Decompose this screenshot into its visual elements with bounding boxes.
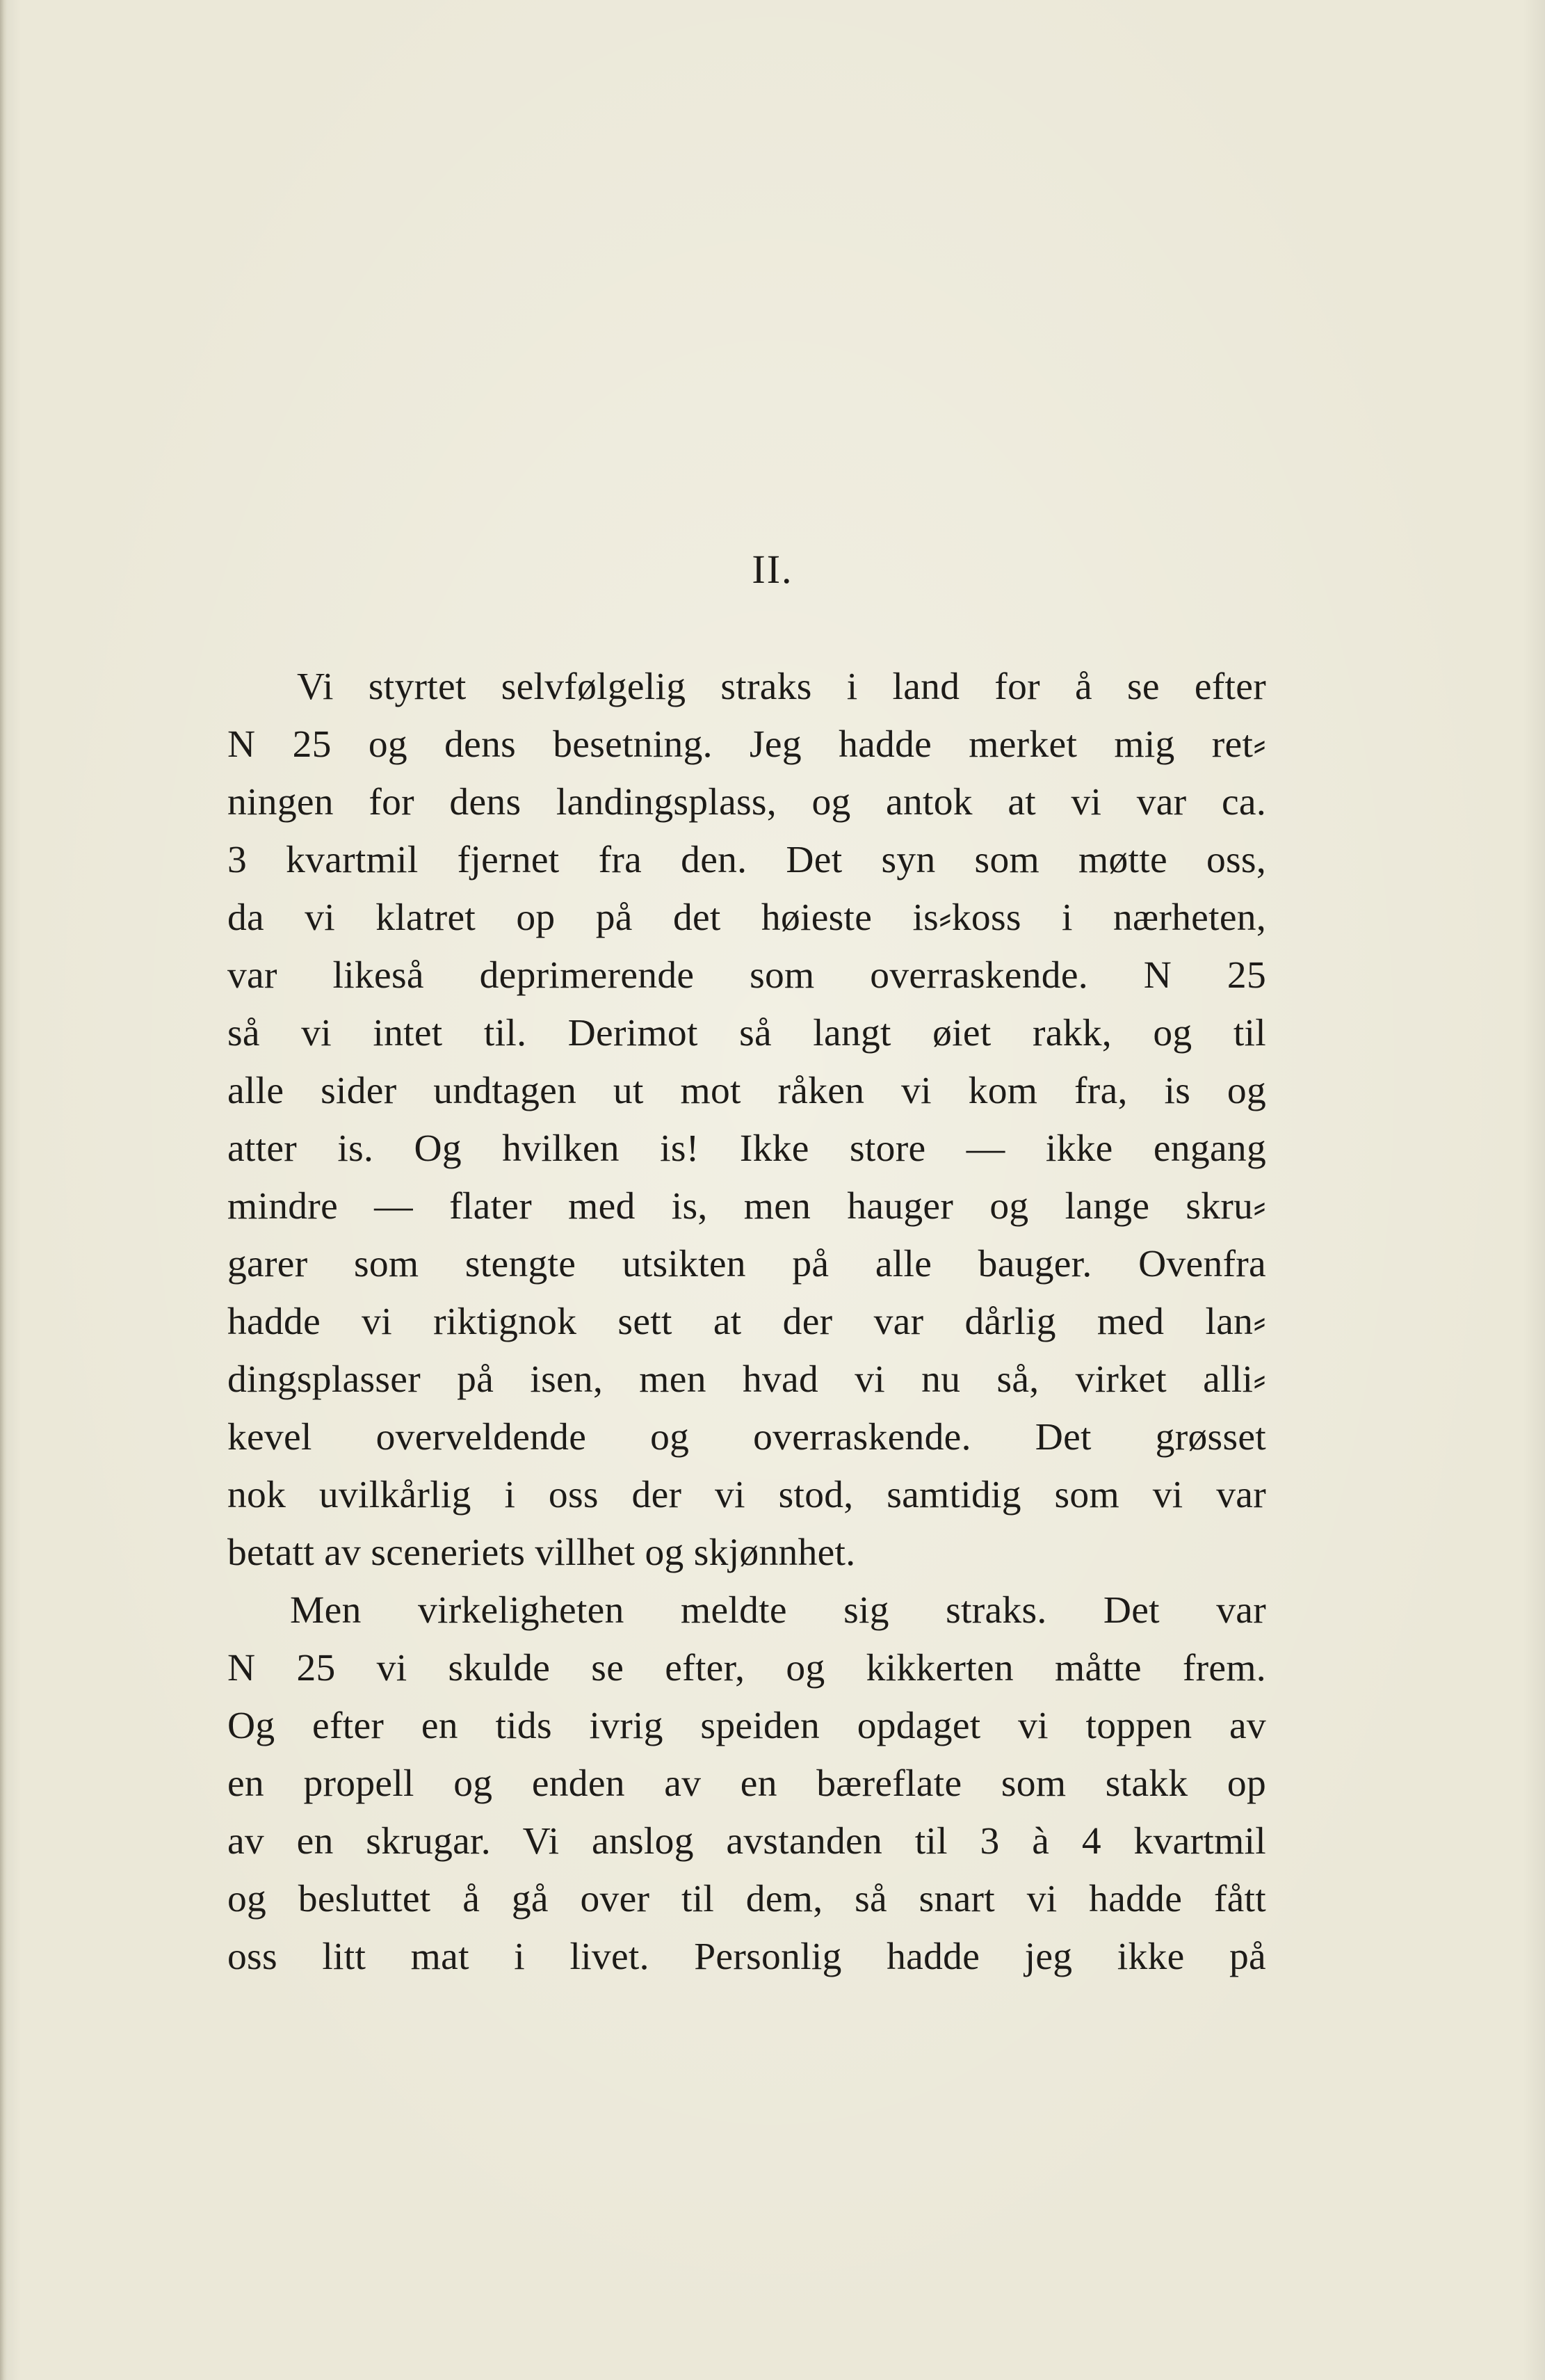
text-line: ningen for dens landingsplass, og antok at vi var ca.: [227, 781, 1266, 823]
body-text: [227, 658, 1266, 1986]
text-line: kevel overveldende og overraskende. Det grøsset: [227, 1416, 1266, 1458]
text-line: N 25 og dens besetning. Jeg hadde merket mig ret⸗: [227, 723, 1266, 766]
text-line: atter is. Og hvilken is! Ikke store — ikke engang: [227, 1127, 1266, 1170]
text-line: alle sider undtagen ut mot råken vi kom fra, is og: [227, 1070, 1266, 1112]
text-line: mindre — flater med is, men hauger og lange skru⸗: [227, 1185, 1266, 1228]
text-line: og besluttet å gå over til dem, så snart vi hadde fått: [227, 1878, 1266, 1920]
text-line: Og efter en tids ivrig speiden opdaget vi toppen av: [227, 1705, 1266, 1747]
text-line: så vi intet til. Derimot så langt øiet rakk, og til: [227, 1012, 1266, 1054]
text-line: N 25 vi skulde se efter, og kikkerten måtte frem.: [227, 1647, 1266, 1689]
text-line: av en skrugar. Vi anslog avstanden til 3 à 4 kvartmil: [227, 1820, 1266, 1863]
text-line: nok uvilkårlig i oss der vi stod, samtidig som vi var: [227, 1474, 1266, 1516]
text-line: var likeså deprimerende som overraskende. N 25: [227, 954, 1266, 997]
text-line: betatt av sceneriets villhet og skjønnhet.: [227, 1531, 856, 1574]
text-line: hadde vi riktignok sett at der var dårlig med lan⸗: [227, 1301, 1266, 1343]
text-line: oss litt mat i livet. Personlig hadde jeg ikke på: [227, 1936, 1266, 1978]
text-line: da vi klatret op på det høieste is⸗koss i nærheten,: [227, 896, 1266, 939]
page-spine-edge: [0, 0, 7, 2380]
text-line: Men virkeligheten meldte sig straks. Det var: [290, 1589, 1266, 1632]
text-line: dingsplasser på isen, men hvad vi nu så, virket alli⸗: [227, 1358, 1266, 1401]
text-line: garer som stengte utsikten på alle bauger. Ovenfra: [227, 1243, 1266, 1285]
chapter-heading: II.: [752, 547, 793, 592]
text-line: en propell og enden av en bæreflate som stakk op: [227, 1762, 1266, 1805]
text-line: 3 kvartmil fjernet fra den. Det syn som møtte oss,: [227, 839, 1266, 881]
text-line: Vi styrtet selvfølgelig straks i land for å se efter: [297, 666, 1266, 708]
